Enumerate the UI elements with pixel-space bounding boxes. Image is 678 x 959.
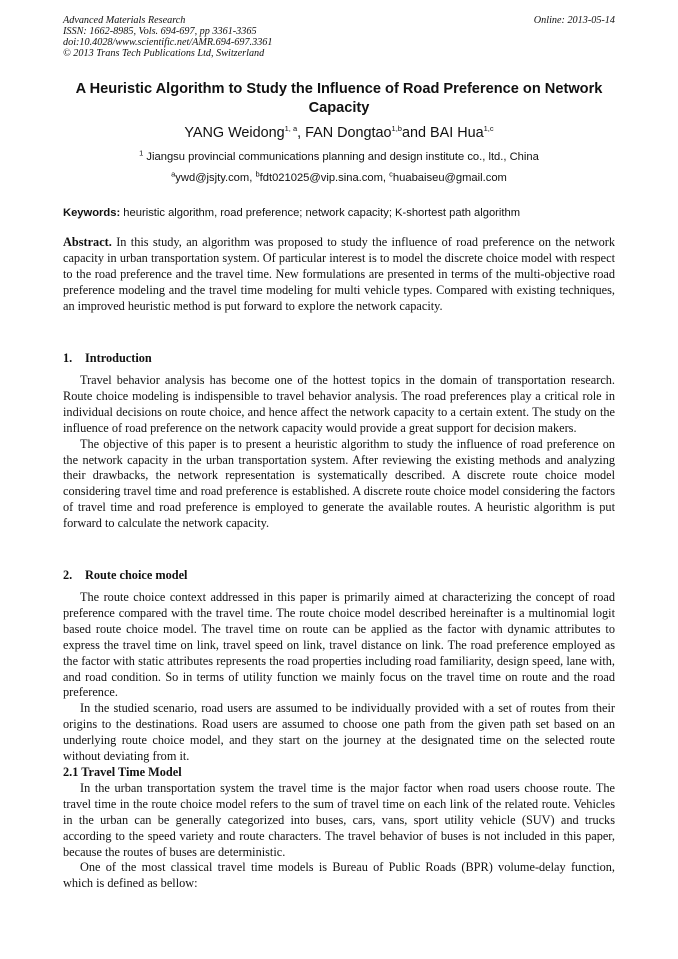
doi-line: doi:10.4028/www.scientific.net/AMR.694-697.3361 (63, 37, 273, 48)
affiliation (63, 150, 615, 164)
section-number: 1. (63, 351, 73, 365)
paragraph: In the urban transportation system the travel time is the major factor when road users choose route. The travel time in the route choice model refers to the sum of travel time on each link of the related route. Vehicles in the urban can be generally categorized into buses, cars, vans, sport utility vehicle (SUV) and trucks according to the speed variety and route characters. The travel behavior of buses is not included in this paper, because the routes of buses are deterministic. (63, 780, 615, 859)
section-route-choice (63, 590, 615, 892)
email-list (63, 171, 615, 185)
email-superscript: a (171, 169, 176, 179)
author-superscript: 1,b (391, 124, 402, 134)
journal-name: Advanced Materials Research (63, 15, 186, 26)
section-title: Introduction (85, 351, 152, 365)
email-link[interactable]: huabaiseu@gmail.com (392, 172, 507, 184)
author-name: BAI Hua (430, 125, 484, 141)
section-heading-introduction (63, 351, 615, 366)
subsection-heading: 2.1 Travel Time Model (63, 764, 182, 779)
journal-header (63, 15, 615, 59)
affiliation-text: Jiangsu provincial communications planning and design institute co., ltd., China (146, 151, 539, 163)
author-name: FAN Dongtao (305, 125, 392, 141)
paragraph: The route choice context addressed in this paper is primarily aimed at characterizing the concept of road preference compared with the travel time. The route choice model described hereinafter is a multinomial logit based route choice model. The travel time on route can be applied as the factor with dynamic attributes to express the travel time on link, travel speed on link, travel distance on link. The road preference employed as the factor with static attributes represents the road properties including road familiarity, design speed, lane with, and road condition. So in terms of utility function we mainly focus on the travel time on route and the road preference. (63, 590, 615, 700)
section-title: Route choice model (85, 568, 188, 582)
email-link[interactable]: fdt021025@vip.sina.com, (259, 172, 390, 184)
keywords-text: heuristic algorithm, road preference; network capacity; K-shortest path algorithm (120, 207, 521, 219)
affiliation-superscript: 1 (139, 148, 144, 158)
author-separator: , (297, 125, 306, 141)
abstract (63, 235, 615, 315)
issn-line: ISSN: 1662-8985, Vols. 694-697, pp 3361-3365 (63, 26, 257, 37)
copyright-line: © 2013 Trans Tech Publications Ltd, Switzerland (63, 48, 265, 59)
author-separator: and (401, 125, 430, 141)
author-name: YANG Weidong (184, 125, 285, 141)
email-superscript: b (255, 169, 260, 179)
section-introduction (63, 373, 615, 532)
paper-title: A Heuristic Algorithm to Study the Influence of Road Preference on Network Capacity (75, 81, 603, 116)
section-number: 2. (63, 568, 73, 582)
online-date: Online: 2013-05-14 (533, 15, 615, 26)
keywords (63, 206, 615, 220)
author-list (63, 124, 615, 142)
paragraph: In the studied scenario, road users are assumed to be individually provided with a set of routes from their origins to the destinations. Road users are assumed to choose one path from the given path set based on an underlying route choice model, and they start on the journey at the designated time on the selected route without deviating from it. (63, 701, 615, 764)
author-superscript: 1, a (284, 124, 298, 134)
email-link[interactable]: ywd@jsjty.com, (175, 172, 256, 184)
paragraph: Travel behavior analysis has become one of the hottest topics in the domain of transportation research. Route choice modeling is indispensible to travel behavior analysis. The road preferences play a critical role in individual decisions on route choice, and hence affect the network capacity to a certain extent. The study on the influence of road preference on the network capacity would provide a great support for decision makers. (63, 373, 615, 435)
author-superscript: 1,c (483, 124, 494, 134)
abstract-text: In this study, an algorithm was proposed to study the influence of road preference on the network capacity in urban transportation system. Of particular interest is to model the discrete choice model with respect to the road preference and the travel time. New formulations are presented in terms of the multi-objective road preference modeling and the travel time modeling for multi vehicle types. Compared with existing techniques, an improved heuristic method is put forward to explore the network capacity. (63, 235, 615, 313)
paragraph: One of the most classical travel time models is Bureau of Public Roads (BPR) volume-delay function, which is defined as bellow: (63, 860, 615, 891)
keywords-label: Keywords: (63, 207, 121, 219)
abstract-label: Abstract. (63, 235, 112, 249)
section-heading-route-choice (63, 568, 615, 583)
paragraph: The objective of this paper is to present a heuristic algorithm to study the influence of road preference on the network capacity in the urban transportation system. After reviewing the existing methods and analyzing their drawbacks, the network representation is systematically described. A discrete route choice model considering travel time and road preference is established. A discrete route choice model considering the factors of travel time and road preference is employed to generate the available routes. A heuristic algorithm is put forward to calculate the network capacity. (63, 436, 615, 531)
email-superscript: c (389, 169, 393, 179)
